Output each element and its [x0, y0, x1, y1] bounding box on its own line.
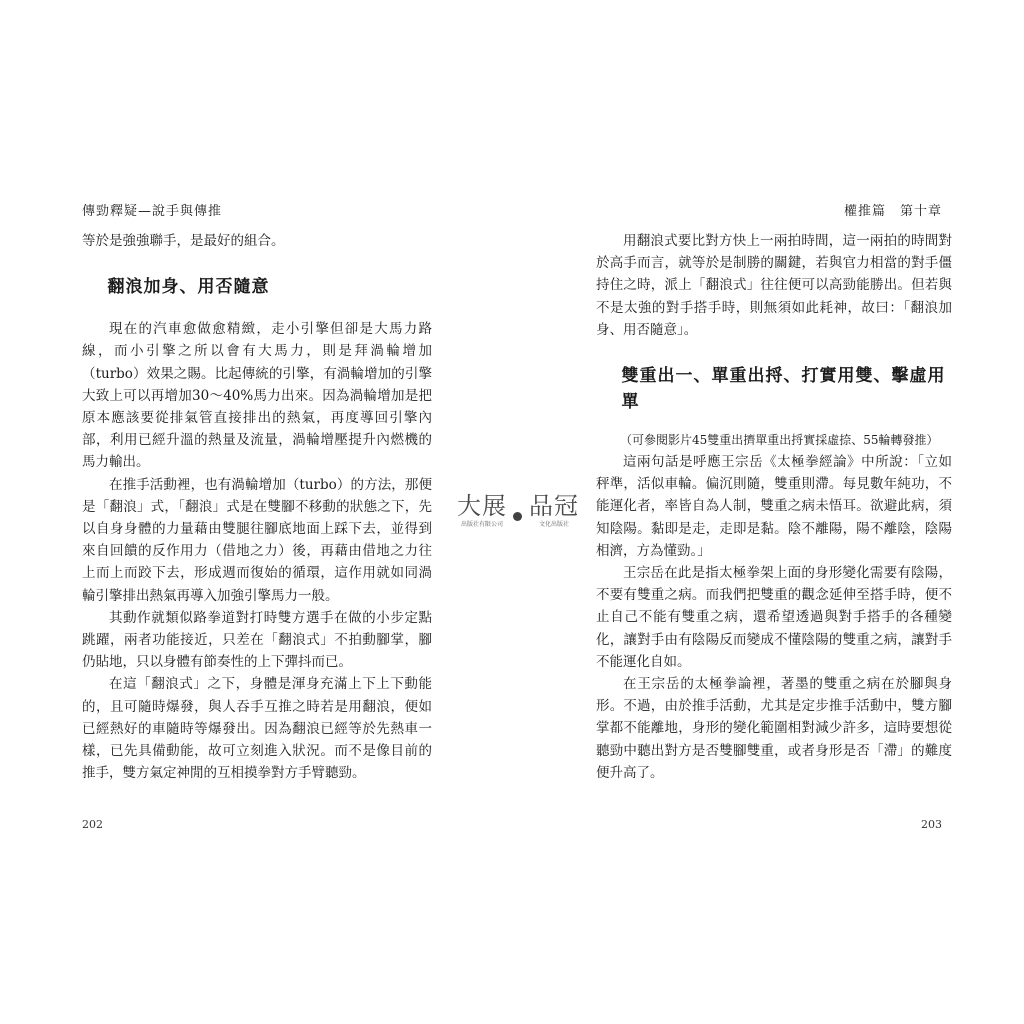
- watermark-left-block: [452, 492, 512, 529]
- left-running-head: 傳勁釋疑—說手與傳推: [82, 204, 223, 219]
- watermark-left-subtitle: 出版社有限公司: [460, 521, 503, 528]
- right-paragraph-2: 王宗岳在此是指太極拳架上面的身形變化需要有陰陽，不要有雙重之病。而我們把雙重的觀念延伸至搭手時，便不止自己不能有雙重之病，還希望透過與對手搭手的各種變化，讓對手由有陰陽反而變成不懂陰陽的雙重之病，讓對手不能運化自如。: [596, 565, 952, 670]
- right-running-head: 權推篇 第十章: [843, 204, 942, 219]
- watermark-right-logo-text: 品冠: [529, 492, 579, 520]
- left-paragraph-1: 現在的汽車愈做愈精緻，走小引擎但卻是大馬力路線，而小引擎之所以會有大馬力，則是拜渦輪增加（turbo）效果之賜。比起傳統的引擎，有渦輪增加的引擎大致上可以再增加30～40%馬力出來。因為渦輪增加是把原本應該要從排氣管直接排出的熱氣，再度導回引擎內部，利用已經升溫的熱量及流量，渦輪增壓提升內燃機的馬力輸出。: [82, 321, 432, 471]
- right-page: [512, 0, 1024, 1024]
- right-paragraph-3: 在王宗岳的太極拳論裡，著墨的雙重之病在於腳與身形。不過，由於推手活動，尤其是定步推手活動中，雙方腳掌都不能離地，身形的變化範圍相對減少許多，這時要想從聽勁中聽出對方是否雙腳雙重，或者身形是否「滯」的難度便升高了。: [596, 676, 952, 781]
- left-paragraph-3: 其動作就類似路拳道對打時雙方選手在做的小步定點跳躍，兩者功能接近，只差在「翻浪式」不拍動腳掌，腳仍貼地，只以身體有節奏性的上下彈抖而已。: [82, 609, 432, 671]
- watermark-left-logo-text: 大展: [457, 492, 507, 520]
- right-page-body: [596, 230, 952, 784]
- section-heading-left: 翻浪加身、用否隨意: [107, 277, 270, 298]
- section-heading-right: 雙重出一、單重出捋、打實用雙、擊虛用單: [621, 366, 946, 413]
- right-page-number: 203: [921, 818, 942, 831]
- left-paragraph-2: 在推手活動裡，也有渦輪增加（turbo）的方法，那便是「翻浪」式，「翻浪」式是在雙腳不移動的狀態之下，先以自身身體的力量藉由雙腿往腳底地面上踩下去，並得到來自回饋的反作用力（借地之力）後，再藉由借地之力往上而上而跤下去，形成週而復始的循環，這作用就如同渦輪引擎排出熱氣再導入加強引擎馬力一般。: [82, 476, 432, 604]
- watermark-right-block: [524, 492, 584, 529]
- right-paragraph-top-1: 用翻浪式要比對方快上一兩拍時間，這一兩拍的時間對於高手而言，就等於是制勝的關鍵，若與官力相當的對手僵持住之時，派上「翻浪式」往往便可以高勁能勝出。但若與不是太強的對手搭手時，則無須如此耗神，故曰：「翻浪加身、用否隨意」。: [596, 233, 952, 338]
- left-page-number: 202: [82, 818, 103, 831]
- left-paragraph-4: 在這「翻浪式」之下，身體是渾身充滿上下上下動能的，且可隨時爆發，與人吞手互推之時若是用翻浪，便如已經熱好的車隨時等爆發出。因為翻浪已經等於先熱車一樣，已先具備動能，故可立刻進入狀況。而不是像目前的推手，雙方氣定神閒的互相摸拳對方手臂聽勁。: [82, 676, 432, 782]
- right-paragraph-1: 這兩句話是呼應王宗岳《太極拳經論》中所說：「立如秤準，活似車輪。偏沉則隨，雙重則滯。每見數年純功，不能運化者，率皆自為人制，雙重之病未悟耳。欲避此病，須知陰陽。黏即是走，走即是黏。陰不離陽，陽不離陰，陰陽相濟，方為懂勁。」: [596, 454, 952, 559]
- video-reference-note: （可參閱影片45雙重出擠單重出捋實採虛捺、55輪轉發推）: [620, 433, 939, 448]
- watermark-right-subtitle: 文化出版社: [538, 521, 569, 528]
- publisher-watermark: [450, 488, 588, 540]
- left-opening-line: 等於是強強聯手，是最好的組合。: [82, 233, 285, 249]
- left-page-body: [82, 230, 432, 784]
- watermark-dot-icon: [513, 512, 522, 521]
